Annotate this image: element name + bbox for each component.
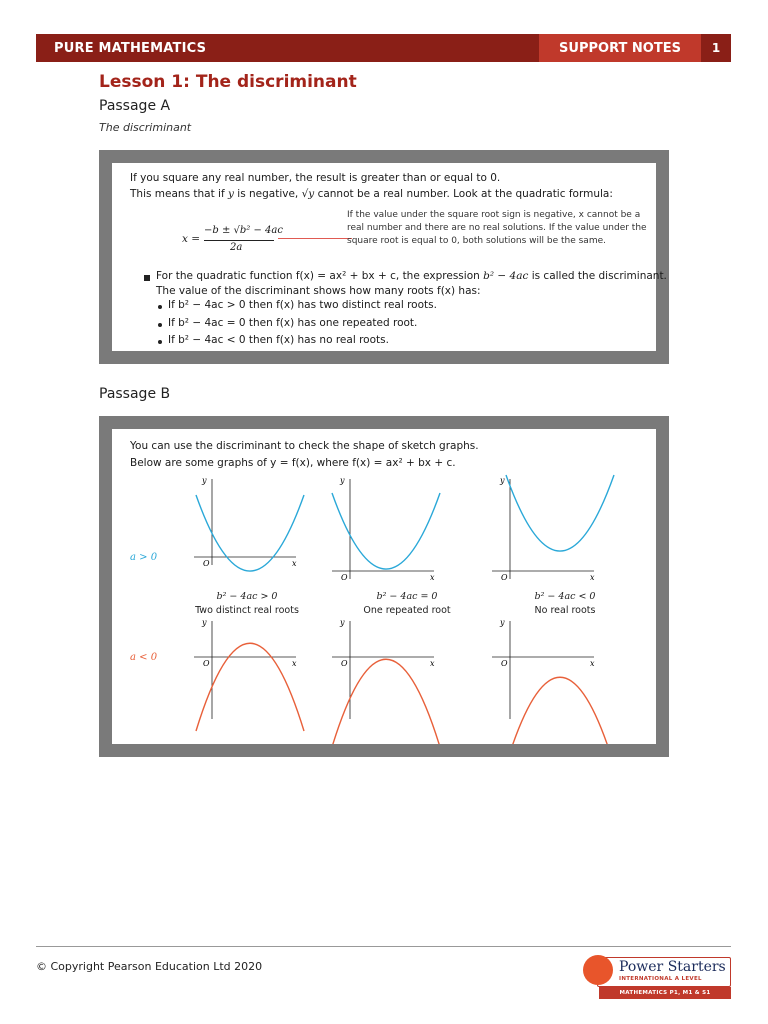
condition-3: b² − 4ac < 0 [534, 591, 596, 602]
y-axis-label: y [202, 618, 207, 627]
passage-a-frame [99, 150, 669, 364]
y-axis-label: y [500, 476, 505, 485]
sub-bullet-dot [158, 340, 162, 344]
callout-line [278, 238, 352, 239]
x-axis-label: x [292, 659, 297, 668]
passage-b-frame [99, 416, 669, 757]
passage-a-label: Passage A [99, 98, 171, 114]
origin-label: O [341, 659, 348, 668]
passage-b-label: Passage B [99, 386, 171, 402]
passage-a-content [112, 163, 667, 351]
x-axis-label: x [590, 573, 595, 582]
y-axis-label: y [500, 618, 505, 627]
sub-bullet-dot [158, 305, 162, 309]
discriminant-definition: For the quadratic function f(x) = ax² + bx + c, the expression b² − 4ac is called the discriminant. [156, 270, 667, 282]
x-axis-label: x [292, 559, 297, 568]
sub-bullet-1: If b² − 4ac > 0 then f(x) has two distinct real roots. [168, 299, 437, 311]
caption-1: Two distinct real roots [195, 605, 299, 616]
origin-label: O [203, 559, 210, 568]
logo-strip: MATHEMATICS P1, M1 & S1 [599, 987, 731, 999]
parabola-curve [332, 493, 440, 569]
passage-b-content [112, 429, 656, 744]
parabola-curve [506, 677, 614, 744]
condition-1: b² − 4ac > 0 [216, 591, 278, 602]
y-axis-label: y [340, 618, 345, 627]
origin-label: O [501, 659, 508, 668]
section-title: SUPPORT NOTES [539, 34, 701, 62]
parabola-curve [506, 475, 614, 551]
origin-label: O [341, 573, 348, 582]
x-axis-label: x [430, 659, 435, 668]
row-label-positive: a > 0 [130, 552, 158, 563]
subject-title: PURE MATHEMATICS [54, 40, 207, 56]
discriminant-description: The value of the discriminant shows how many roots f(x) has: [156, 285, 481, 297]
logo-tag: INTERNATIONAL A LEVEL [619, 976, 702, 982]
sub-bullet-dot [158, 323, 162, 327]
formula-note: If the value under the square root sign is negative, x cannot be a real number and there are no real solutions. If the value under the square root is equal to 0, both solutions will be the same. [347, 210, 647, 246]
sub-bullet-2: If b² − 4ac = 0 then f(x) has one repeated root. [168, 317, 418, 329]
passage-a-line2: This means that if y is negative, √y cannot be a real number. Look at the quadratic formula: [130, 188, 613, 200]
page-header [36, 34, 731, 62]
row-label-negative: a < 0 [130, 652, 158, 663]
logo-name: Power Starters [619, 959, 726, 975]
caption-3: No real roots [534, 605, 596, 616]
passage-a-subtitle: The discriminant [99, 121, 192, 134]
origin-label: O [203, 659, 210, 668]
sub-bullet-3: If b² − 4ac < 0 then f(x) has no real roots. [168, 334, 389, 346]
quadratic-formula: x = −b ± √b² − 4ac 2a [182, 225, 283, 253]
y-axis-label: y [340, 476, 345, 485]
caption-2: One repeated root [363, 605, 451, 616]
condition-2: b² − 4ac = 0 [376, 591, 438, 602]
parabola-curve [332, 659, 440, 744]
passage-b-line1: You can use the discriminant to check the shape of sketch graphs. [130, 440, 479, 452]
page-number: 1 [701, 34, 731, 62]
x-axis-label: x [430, 573, 435, 582]
bullet-marker [144, 275, 150, 281]
footer-divider [36, 946, 731, 947]
origin-label: O [501, 573, 508, 582]
x-axis-label: x [590, 659, 595, 668]
lesson-title: Lesson 1: The discriminant [99, 72, 357, 92]
power-starters-logo [583, 955, 731, 1001]
passage-a-line1: If you square any real number, the result is greater than or equal to 0. [130, 172, 501, 184]
passage-b-line2: Below are some graphs of y = f(x), where f(x) = ax² + bx + c. [130, 457, 456, 469]
copyright: © Copyright Pearson Education Ltd 2020 [36, 960, 263, 973]
parabola-graphs [112, 429, 656, 744]
lightbulb-icon [583, 955, 613, 985]
y-axis-label: y [202, 476, 207, 485]
